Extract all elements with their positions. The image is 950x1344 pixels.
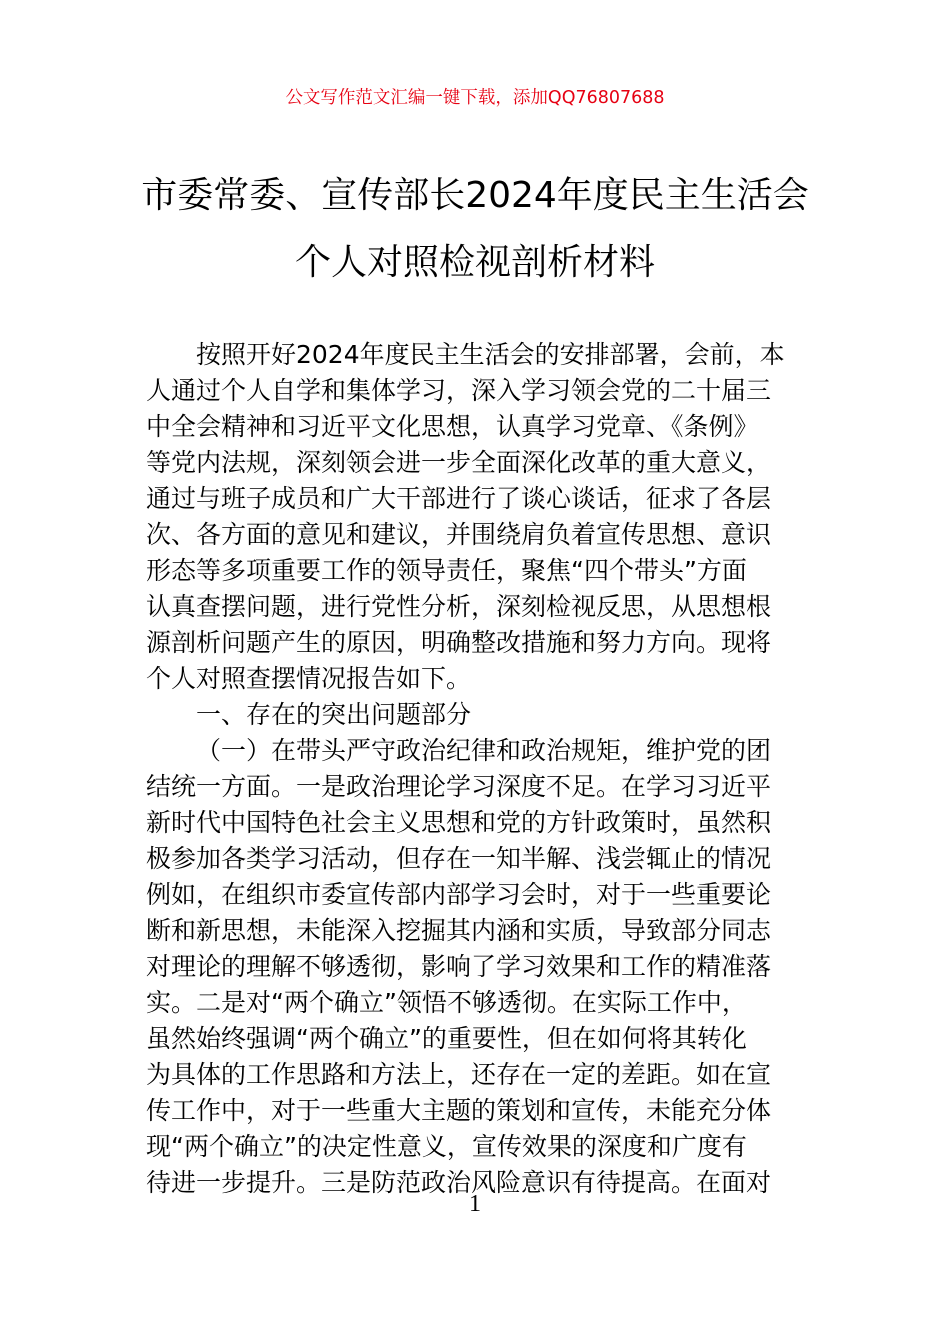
body-line: 对理论的理解不够透彻，影响了学习效果和工作的精准落 [146,952,772,981]
document-title-line-2: 个人对照检视剖析材料 [294,242,655,283]
body-line: 传工作中，对于一些重大主题的策划和宣传，未能充分体 [146,1096,772,1125]
body-line: 结统一方面。一是政治理论学习深度不足。在学习习近平 [146,772,772,801]
body-line: 虽然始终强调“两个确立”的重要性，但在如何将其转化 [146,1024,747,1053]
body-line: 现“两个确立”的决定性意义，宣传效果的深度和广度有 [146,1132,747,1161]
body-line: 等党内法规，深刻领会进一步全面深化改革的重大意义， [146,448,772,477]
section-heading: 一、存在的突出问题部分 [196,700,472,729]
body-line: 通过与班子成员和广大干部进行了谈心谈话，征求了各层 [146,484,772,513]
body-line: 断和新思想，未能深入挖掘其内涵和实质，导致部分同志 [146,916,772,945]
body-line: 形态等多项重要工作的领导责任，聚焦“四个带头”方面 [146,556,747,585]
body-line: 极参加各类学习活动，但存在一知半解、浅尝辄止的情况 [146,844,772,873]
body-line: 为具体的工作思路和方法上，还存在一定的差距。如在宣 [146,1060,772,1089]
header-banner: 公文写作范文汇编一键下载，添加QQ76807688 [285,88,665,108]
page-number: 1 [469,1191,481,1217]
body-line: 次、各方面的意见和建议，并围绕肩负着宣传思想、意识 [146,520,772,549]
body-line: 按照开好2024年度民主生活会的安排部署，会前，本 [196,340,785,369]
subsection-line: （一）在带头严守政治纪律和政治规矩，维护党的团 [196,736,772,765]
body-line: 实。二是对“两个确立”领悟不够透彻。在实际工作中， [146,988,747,1017]
body-line: 中全会精神和习近平文化思想，认真学习党章、《条例》 [146,412,759,441]
body-line: 源剖析问题产生的原因，明确整改措施和努力方向。现将 [146,628,772,657]
body-line: 待进一步提升。三是防范政治风险意识有待提高。在面对 [146,1168,772,1197]
body-line: 例如，在组织市委宣传部内部学习会时，对于一些重要论 [146,880,772,909]
document-title-line-1: 市委常委、宣传部长2024年度民主生活会 [141,175,809,216]
body-line: 认真查摆问题，进行党性分析，深刻检视反思，从思想根 [146,592,772,621]
body-line: 个人对照查摆情况报告如下。 [146,664,472,693]
body-line: 新时代中国特色社会主义思想和党的方针政策时，虽然积 [146,808,772,837]
body-line: 人通过个人自学和集体学习，深入学习领会党的二十届三 [146,376,772,405]
